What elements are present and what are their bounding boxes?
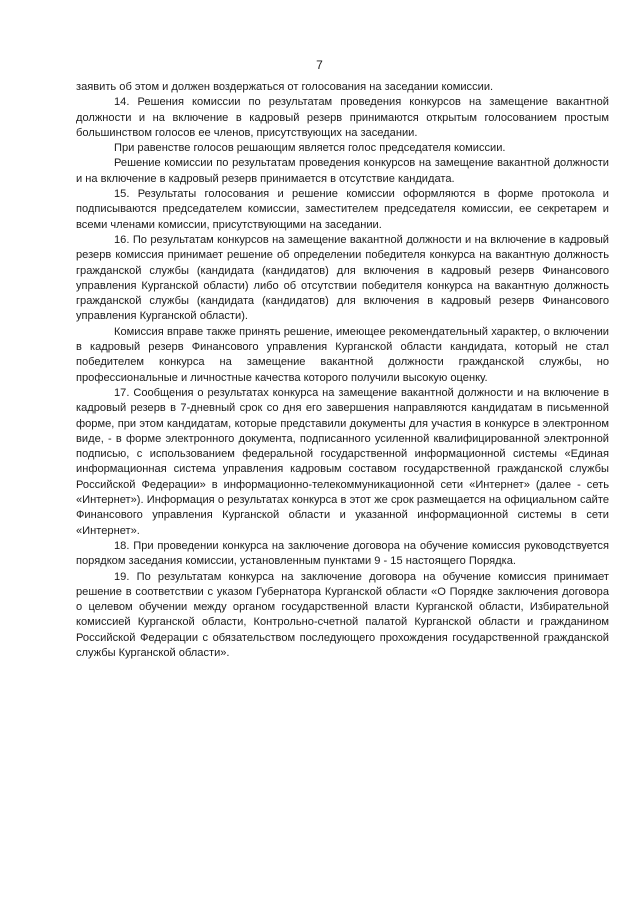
page-number: 7 xyxy=(316,58,323,72)
paragraph-14-absence-rule: Решение комиссии по результатам проведения конкурсов на замещение вакантной должности и на включение в кадровый резерв принимается в отсутствие кандидата. xyxy=(76,157,609,185)
paragraph-14-tie-rule: При равенстве голосов решающим является голос председателя комиссии. xyxy=(114,142,506,155)
paragraph-17: 17. Сообщения о результатах конкурса на замещение вакантной должности и на включение в кадровый резерв в 7-дневный срок со дня его завершения направляются кандидатам в письменной форме, при этом кандидатам, которые представили документы для участия в конкурсе в электронном виде, - в форме электронного документа, подписанного усиленной квалифицированной электронной подписью, с использованием федеральной государственной информационной системы «Единая информационная система управления кадровым составом государственной гражданской службы Российской Федерации» в информационно-телекоммуникационной сети «Интернет» (далее - сеть «Интернет»). Информация о результатах конкурса в этот же срок размещается на официальном сайте Финансового управления Курганской области и указанной информационной системы в сети «Интернет». xyxy=(76,386,609,537)
paragraph-14: 14. Решения комиссии по результатам проведения конкурсов на замещение вакантной должности и на включение в кадровый резерв принимаются открытым голосованием простым большинством голосов ее членов, присутствующих на заседании. xyxy=(76,96,609,139)
paragraph-15: 15. Результаты голосования и решение комиссии оформляются в форме протокола и подписываются председателем комиссии, заместителем председателя комиссии, ее секретарем и всеми членами комиссии, присутствующими на заседании. xyxy=(76,188,609,231)
paragraph-16-recommendation: Комиссия вправе также принять решение, имеющее рекомендательный характер, о включении в кадровый резерв Финансового управления Курганской области кандидата, который не стал победителем конкурса на замещение вакантной должности гражданской службы, но профессиональные и личностные качества которого получили высокую оценку. xyxy=(76,325,609,384)
paragraph-16: 16. По результатам конкурсов на замещение вакантной должности и на включение в кадровый резерв комиссия принимает решение об определении победителя конкурса на вакантную должность гражданской службы (кандидата (кандидатов) для включения в кадровый резерв Финансового управления Курганской области) либо об отсутствии победителя конкурса на вакантную должность гражданской службы (кандидата (кандидатов) для включения в кадровый резерв Финансового управления Курганской области). xyxy=(76,233,609,323)
paragraph-19: 19. По результатам конкурса на заключение договора на обучение комиссия принимает решение в соответствии с указом Губернатора Курганской области «О Порядке заключения договора о целевом обучении между органом государственной власти Курганской области, Избирательной комиссией Курганской области, Контрольно-счетной палатой Курганской области и гражданином Российской Федерации с обязательством последующего прохождения государственной гражданской службы Курганской области». xyxy=(76,570,609,659)
paragraph-18: 18. При проведении конкурса на заключение договора на обучение комиссия руководствуется порядком заседания комиссии, установленным пунктами 9 - 15 настоящего Порядка. xyxy=(76,539,609,568)
document-body xyxy=(76,80,609,661)
paragraph-13-continuation: заявить об этом и должен воздержаться от голосования на заседании комиссии. xyxy=(76,81,494,93)
